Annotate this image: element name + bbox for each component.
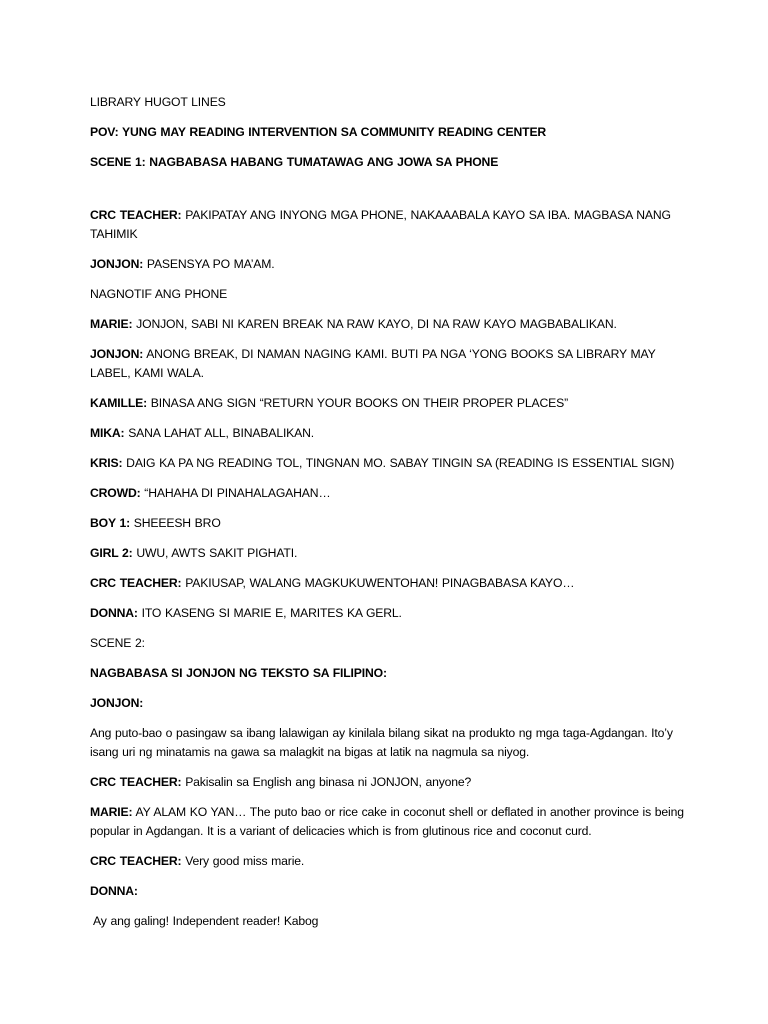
line-text: Very good miss marie.	[181, 854, 305, 868]
speaker: KRIS:	[90, 456, 123, 470]
line-text: ANONG BREAK, DI NAMAN NAGING KAMI. BUTI PA NGA ‘YONG BOOKS SA LIBRARY MAY LABEL, KAMI WALA.	[90, 347, 656, 380]
speaker: GIRL 2:	[90, 546, 133, 560]
line-text: AY ALAM KO YAN… The puto bao or rice cake in coconut shell or deflated in another province is being popular in Agdangan. It is a variant of delicacies which is from glutinous rice and coconut curd.	[90, 805, 684, 838]
line-text: SANA LAHAT ALL, BINABALIKAN.	[124, 426, 315, 440]
dialogue-line-crc-teacher	[90, 206, 690, 244]
pov-heading: POV: YUNG MAY READING INTERVENTION SA COMMUNITY READING CENTER	[90, 125, 547, 139]
speaker: CROWD:	[90, 486, 141, 500]
document-page	[90, 93, 690, 942]
dialogue-line-marie	[90, 315, 690, 334]
speaker: MARIE:	[90, 317, 133, 331]
line-text: PAKIPATAY ANG INYONG MGA PHONE, NAKAAABALA KAYO SA IBA. MAGBASA NANG TAHIMIK	[90, 208, 671, 241]
line-text: “HAHAHA DI PINAHALAGAHAN…	[140, 486, 331, 500]
dialogue-line-crc-teacher-3	[90, 773, 690, 792]
speaker: CRC TEACHER:	[90, 775, 182, 789]
speaker: CRC TEACHER:	[90, 208, 182, 222]
scene2-heading: SCENE 2:	[90, 636, 145, 650]
donna-text: Ay ang galing! Independent reader! Kabog	[93, 914, 319, 928]
dialogue-line-crc-teacher-4	[90, 852, 690, 871]
dialogue-line-kamille	[90, 394, 690, 413]
line-text: PAKIUSAP, WALANG MAGKUKUWENTOHAN! PINAGBABASA KAYO…	[181, 576, 575, 590]
line-text: SHEEESH BRO	[130, 516, 221, 530]
line-text: NAGNOTIF ANG PHONE	[90, 287, 228, 301]
dialogue-line-marie-2	[90, 803, 690, 841]
speaker: DONNA:	[90, 606, 138, 620]
dialogue-line-jonjon	[90, 255, 690, 274]
line-text: UWU, AWTS SAKIT PIGHATI.	[132, 546, 298, 560]
speaker: CRC TEACHER:	[90, 854, 182, 868]
stage-direction	[90, 285, 690, 304]
dialogue-line-crc-teacher-2	[90, 574, 690, 593]
dialogue-line-girl2	[90, 544, 690, 563]
filipino-text: Ang puto-bao o pasingaw sa ibang lalawigan ay kinilala bilang sikat na produkto ng mga taga-Agdangan. Ito’y isang uri ng minatamis na gawa sa malagkit na bigas at latik na nagmula sa niyog.	[90, 726, 673, 759]
speaker: KAMILLE:	[90, 396, 148, 410]
speaker: MARIE:	[90, 805, 133, 819]
scene1-heading: SCENE 1: NAGBABASA HABANG TUMATAWAG ANG JOWA SA PHONE	[90, 155, 499, 169]
speaker: JONJON:	[90, 257, 144, 271]
donna-label: DONNA:	[90, 884, 138, 898]
jonjon-label: JONJON:	[90, 696, 144, 710]
speaker: JONJON:	[90, 347, 144, 361]
line-text: JONJON, SABI NI KAREN BREAK NA RAW KAYO, DI NA RAW KAYO MAGBABALIKAN.	[132, 317, 617, 331]
speaker: BOY 1:	[90, 516, 131, 530]
speaker: CRC TEACHER:	[90, 576, 182, 590]
dialogue-line-kris	[90, 454, 690, 473]
line-text: ITO KASENG SI MARIE E, MARITES KA GERL.	[137, 606, 402, 620]
dialogue-line-boy1	[90, 514, 690, 533]
dialogue-line-jonjon-2	[90, 345, 690, 383]
line-text: BINASA ANG SIGN “RETURN YOUR BOOKS ON THEIR PROPER PLACES”	[147, 396, 569, 410]
line-text: Pakisalin sa English ang binasa ni JONJON, anyone?	[181, 775, 472, 789]
dialogue-line-mika	[90, 424, 690, 443]
speaker: MIKA:	[90, 426, 125, 440]
scene2-description: NAGBABASA SI JONJON NG TEKSTO SA FILIPINO:	[90, 666, 387, 680]
dialogue-line-crowd	[90, 484, 690, 503]
spacer	[90, 183, 690, 206]
line-text: DAIG KA PA NG READING TOL, TINGNAN MO. SABAY TINGIN SA (READING IS ESSENTIAL SIGN)	[122, 456, 675, 470]
line-text: PASENSYA PO MA’AM.	[143, 257, 275, 271]
dialogue-line-donna	[90, 604, 690, 623]
document-title: LIBRARY HUGOT LINES	[90, 95, 226, 109]
